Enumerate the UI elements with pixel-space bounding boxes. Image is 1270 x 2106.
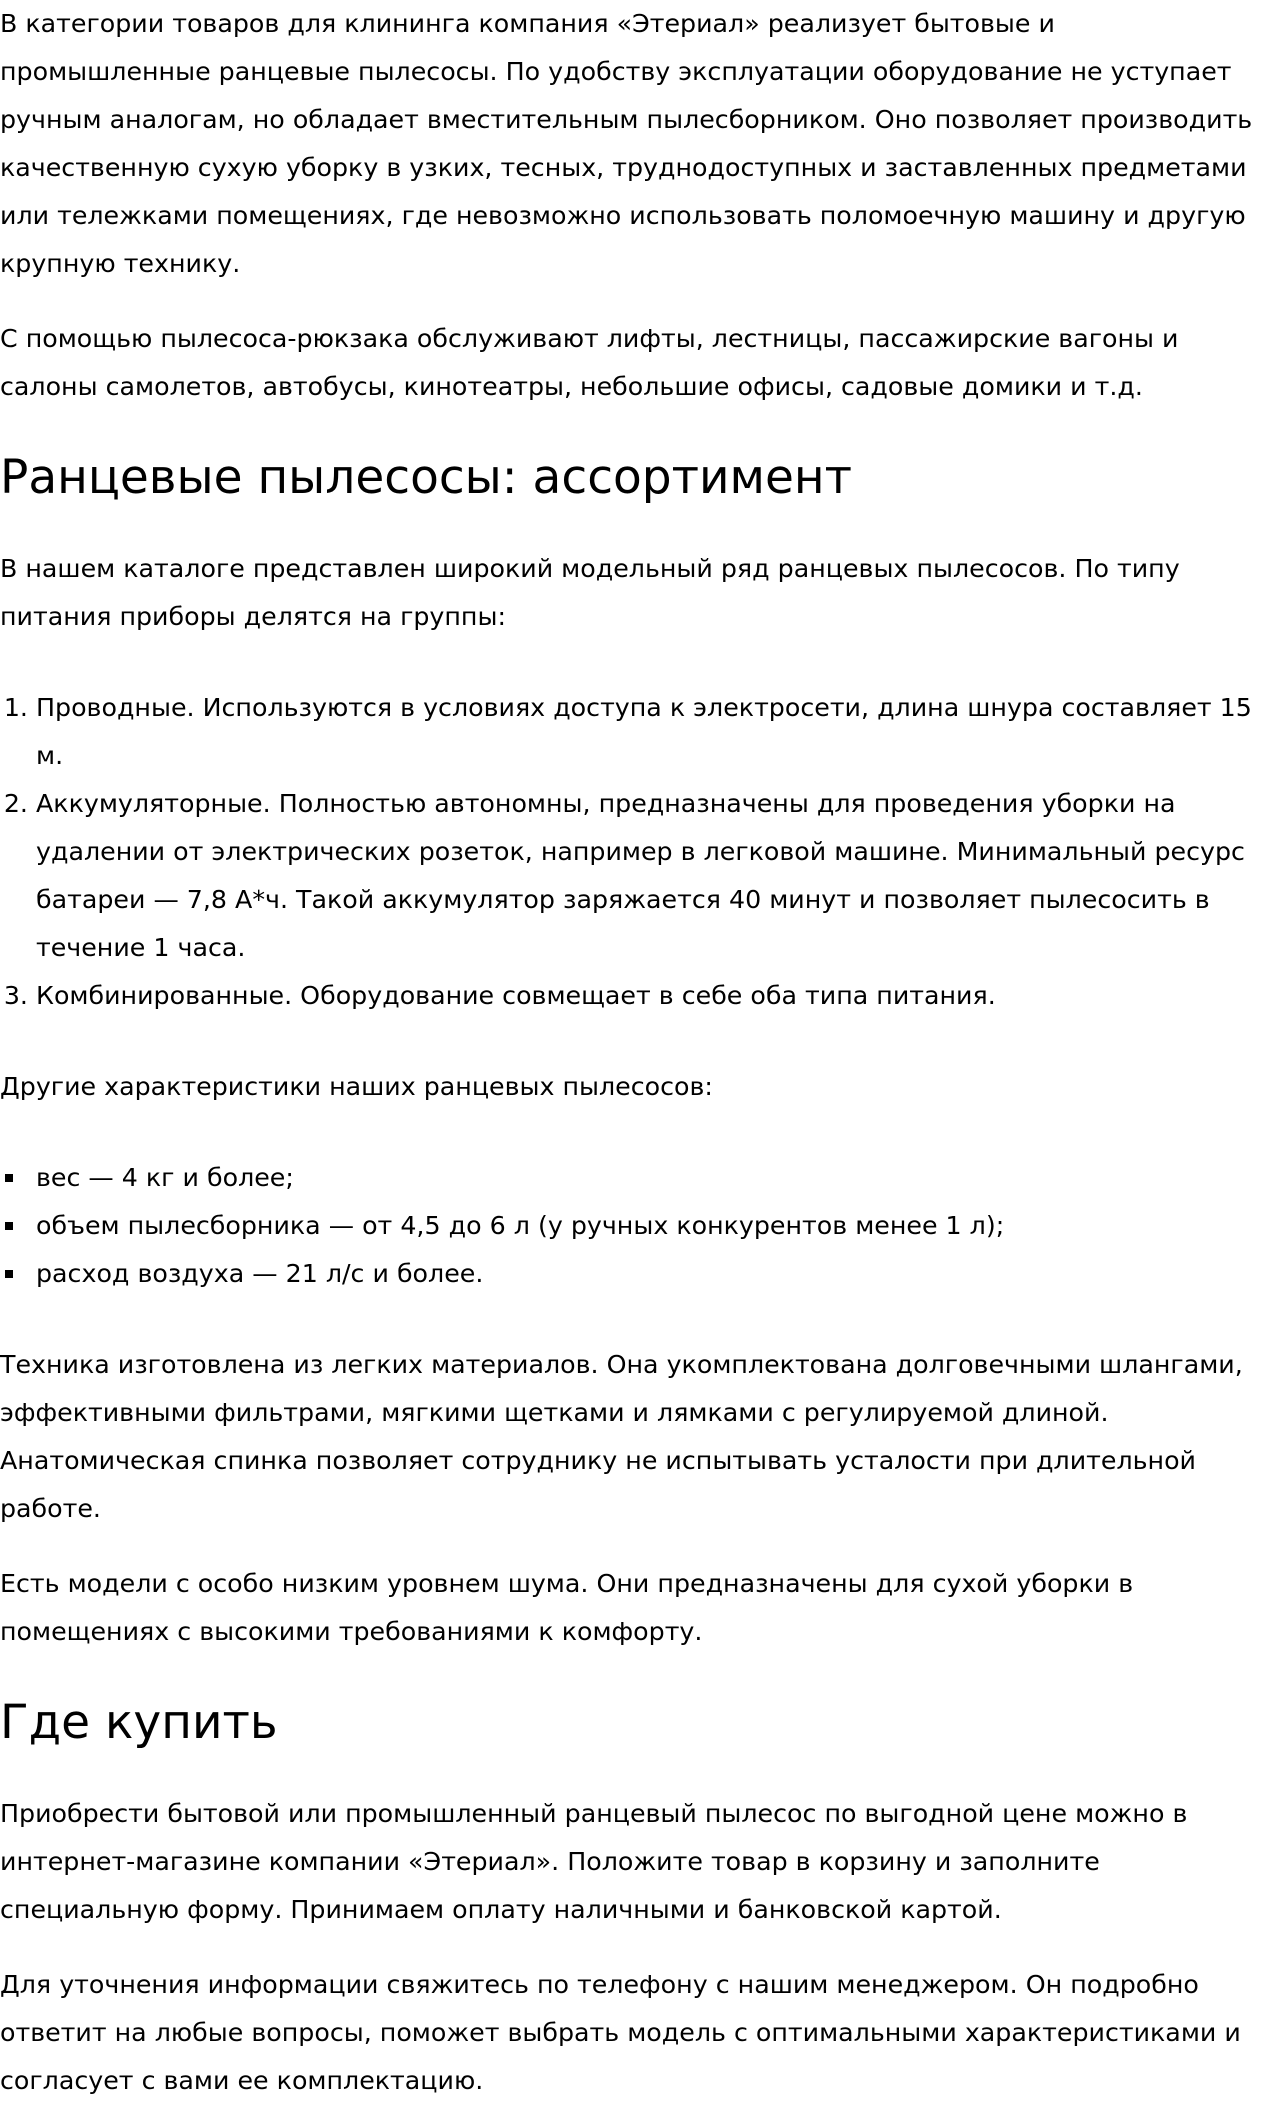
assortment-paragraph: Техника изготовлена из легких материалов. Она укомплектована долговечными шлангами, эффективными фильтрами, мягкими щетками и лямками с регулируемой длиной. Анатомическая спинка позволяет сотруднику не испытывать усталости при длительной работе. (0, 1350, 1243, 1523)
intro-paragraph: В категории товаров для клининга компания «Этериал» реализует бытовые и промышленные ранцевые пылесосы. По удобству эксплуатации оборудование не уступает ручным аналогам, но обладает вместительным пылесборником. Оно позволяет производить качественную сухую уборку в узких, тесных, труднодоступных и заставленных предметами или тележками помещениях, где невозможно использовать поломоечную машину и другую крупную технику. (0, 9, 1253, 278)
power-type-item: 2. Аккумуляторные. Полностью автономны, предназначены для проведения уборки на удалении от электрических розеток, например в легковой машине. Минимальный ресурс батареи — 7,8 А*ч. Такой аккумулятор заряжается 40 минут и позволяет пылесосить в течение 1 часа. (36, 780, 1270, 972)
spec-text: вес — 4 кг и более; (36, 1163, 294, 1192)
spec-item (36, 1250, 1270, 1298)
spec-text: объем пылесборника — от 4,5 до 6 л (у ручных конкурентов менее 1 л); (36, 1211, 1005, 1240)
square-bullet-icon (5, 1222, 13, 1230)
spec-item (36, 1154, 1270, 1202)
where-to-buy-paragraph: Приобрести бытовой или промышленный ранцевый пылесос по выгодной цене можно в интернет-магазине компании «Этериал». Положите товар в корзину и заполните специальную форму. Принимаем оплату наличными и банковской картой. (0, 1799, 1188, 1924)
spec-item (36, 1202, 1270, 1250)
intro-paragraph: С помощью пылесоса-рюкзака обслуживают лифты, лестницы, пассажирские вагоны и салоны самолетов, автобусы, кинотеатры, небольшие офисы, садовые домики и т.д. (0, 324, 1179, 401)
specs-lead: Другие характеристики наших ранцевых пылесосов: (0, 1072, 713, 1101)
power-types-list (0, 684, 1270, 1020)
assortment-lead: В нашем каталоге представлен широкий модельный ряд ранцевых пылесосов. По типу питания приборы делятся на группы: (0, 554, 1180, 631)
assortment-paragraph: Есть модели с особо низким уровнем шума. Они предназначены для сухой уборки в помещениях с высокими требованиями к комфорту. (0, 1569, 1134, 1646)
square-bullet-icon (5, 1174, 13, 1182)
square-bullet-icon (5, 1270, 13, 1278)
specs-list (0, 1154, 1270, 1298)
section-heading-where-to-buy: Где купить (0, 1695, 278, 1750)
spec-text: расход воздуха — 21 л/с и более. (36, 1259, 484, 1288)
power-type-item: 1. Проводные. Используются в условиях доступа к электросети, длина шнура составляет 15 м. (36, 684, 1270, 780)
power-type-item: 3. Комбинированные. Оборудование совмещает в себе оба типа питания. (36, 972, 1270, 1020)
section-heading-assortment: Ранцевые пылесосы: ассортимент (0, 450, 853, 505)
where-to-buy-paragraph: Для уточнения информации свяжитесь по телефону с нашим менеджером. Он подробно ответит на любые вопросы, поможет выбрать модель с оптимальными характеристиками и согласует с вами ее комплектацию. (0, 1970, 1241, 2095)
